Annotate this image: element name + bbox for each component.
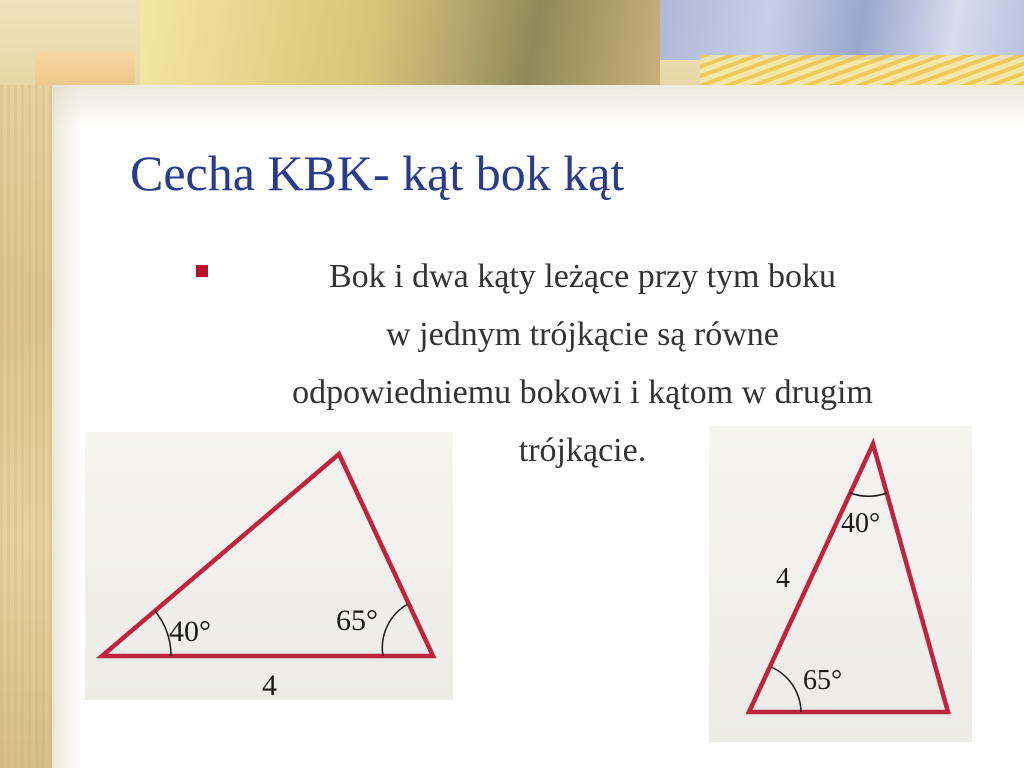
- angle-label-left: 40°: [169, 615, 211, 648]
- banner-autumn-image: [140, 0, 660, 85]
- bullet-line: odpowiedniemu bokowi i kątom w drugim: [292, 374, 873, 411]
- angle-arc-40: [850, 493, 887, 496]
- decorative-shadow: [52, 85, 1024, 130]
- angle-label-top: 40°: [841, 508, 881, 539]
- banner-blue-image: [660, 0, 1024, 60]
- bullet-line: w jednym trójkącie są równe: [386, 316, 779, 353]
- decorative-top-banner: [0, 0, 1024, 85]
- triangle-right-svg: [709, 426, 972, 742]
- angle-label-bottom: 65°: [803, 665, 843, 696]
- side-label: 4: [776, 563, 790, 594]
- banner-straw-image: [700, 55, 1024, 85]
- slide-title: Cecha KBK- kąt bok kąt: [130, 145, 625, 201]
- triangle-left-svg: [85, 432, 453, 700]
- angle-label-right: 65°: [336, 604, 378, 637]
- angle-arc-65: [382, 604, 408, 656]
- bullet-line: trójkącie.: [518, 432, 647, 469]
- triangle-left-shape: [102, 454, 433, 656]
- side-label: 4: [262, 669, 277, 700]
- decorative-left-strip: [0, 0, 52, 768]
- angle-arc-65: [771, 667, 801, 712]
- triangle-figure-right: [709, 426, 972, 742]
- banner-orange-block: [35, 52, 135, 85]
- bullet-line: Bok i dwa kąty leżące przy tym boku: [328, 258, 836, 295]
- decorative-shadow: [52, 85, 82, 768]
- triangle-figure-left: [85, 432, 453, 700]
